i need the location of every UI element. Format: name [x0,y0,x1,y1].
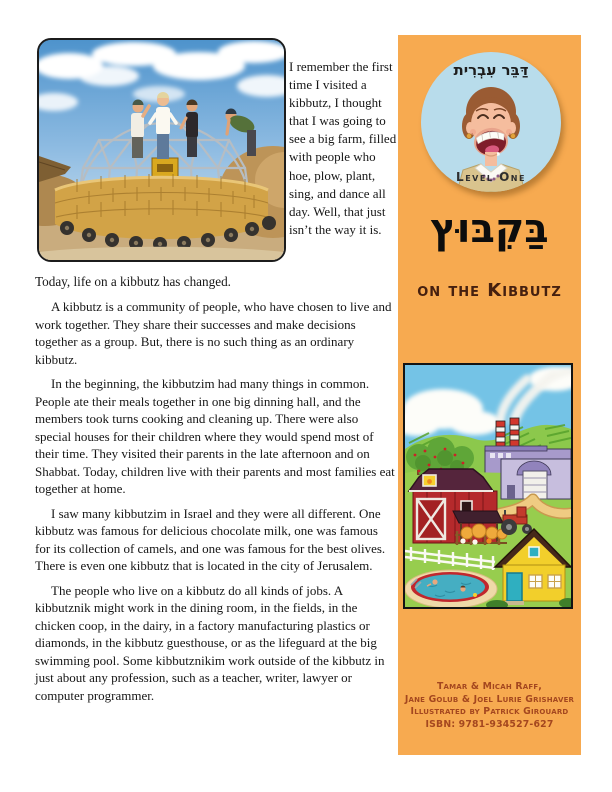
series-badge [421,52,561,192]
badge-hebrew-text: דַּבֵּר עִבְרִית [453,61,529,79]
paragraph-beginning: In the beginning, the kibbutzim had many things in common. People ate their meals together in one big dinning hall, and the members took turns cooking and cleaning up. There were also special houses for their children where they would spend most of their time. They visited their parents in the late afternoon and on Shabbat. Today, children live with their parents and most families eat together at home. [35,376,395,496]
paragraph-community: A kibbutz is a community of people, who have chosen to live and work together. They share their successes and make decisions together as a group. But, there is no such thing as an ordinary kibbutz. [35,299,392,367]
farm-illustration [403,363,573,609]
sidebar [398,35,581,755]
lead-line: Today, life on a kibbutz has changed. [35,274,231,289]
credit-authors-line-1: Tamar & Micah Raff, [436,681,543,692]
kibbutz-photo [37,38,286,262]
badge-level-text: Level One [456,170,526,184]
hebrew-title: בַּקִבּוּץ [430,206,549,252]
credits-block [398,681,581,731]
swimming-pool [405,570,497,607]
credit-isbn: ISBN: 9781-934527-627 [425,718,554,730]
credit-illustrator: Illustrated by Patrick Girouard [410,706,569,717]
paragraph-jobs: The people who live on a kibbutz do all kinds of jobs. A kibbutznik might work in the dining room, in the fields, in the chicken coop, in the dairy, in a factory manufacturing plastics or diamonds, in the kibbutz guesthouse, or as the lifeguard at the big swimming pool. Some kibbutznikim work outside of the kibbutz in just about any profession, such as a teacher, writer, lawyer or computer programmer. [35,582,385,703]
farm-illustration-svg [405,365,571,607]
body-text [35,298,395,711]
kibbutz-photo-illustration [39,40,284,260]
credit-authors-line-2: Jane Golub & Joel Lurie Grishaver [404,693,575,705]
intro-text: I remember the first time I visited a kibbutz, I thought that I was going to see a big farm, filled with people who hoe, plow, plant, sing, and dance all day. Well, that just isn’t the way it is. [289,59,397,237]
english-title: on the Kibbutz [417,280,562,301]
paragraph-famous: I saw many kibbutzim in Israel and they were all different. One kibbutz was famous for delicious chocolate milk, one was famous for its collection of camels, and one was famous for the best olives. There is even one kibbutz that is located in the city of Jerusalem. [35,505,386,573]
